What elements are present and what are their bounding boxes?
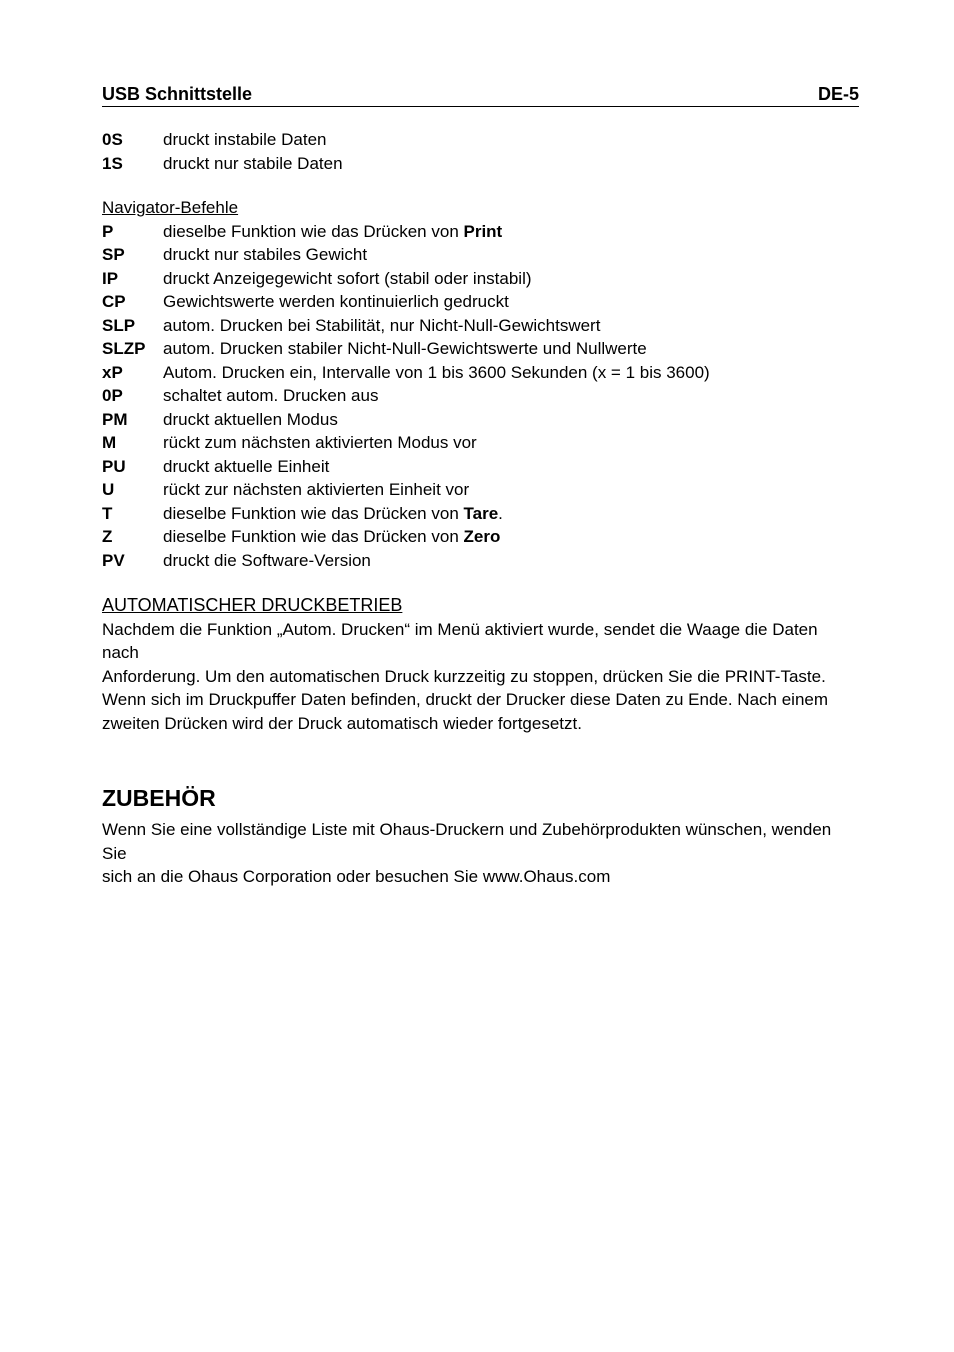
auto-print-line: Wenn sich im Druckpuffer Daten befinden, druckt der Drucker diese Daten zu Ende. Nach einem xyxy=(102,690,829,709)
command-row-p xyxy=(102,220,859,244)
command-code: SLZP xyxy=(102,339,146,358)
command-code: xP xyxy=(102,362,123,382)
command-row-xp xyxy=(102,361,859,385)
stability-command-list xyxy=(102,128,859,175)
navigator-command-list xyxy=(102,220,859,573)
accessories-heading: ZUBEHÖR xyxy=(102,785,216,811)
command-description xyxy=(163,455,859,479)
command-code: Z xyxy=(102,527,113,546)
command-row-slp xyxy=(102,314,859,338)
command-key-name: Tare xyxy=(463,503,499,523)
command-code: U xyxy=(102,480,115,499)
command-description-text: druckt die Software-Version xyxy=(163,550,371,570)
header-title: USB Schnittstelle xyxy=(102,84,253,104)
command-description xyxy=(163,243,859,267)
command-row-z xyxy=(102,525,859,549)
auto-print-line: zweiten Drücken wird der Druck automatisch wieder fortgesetzt. xyxy=(102,713,582,733)
page-header xyxy=(102,82,859,107)
command-description-text: druckt nur stabiles Gewicht xyxy=(163,245,368,264)
command-code: IP xyxy=(102,268,119,288)
accessories-line: Wenn Sie eine vollständige Liste mit Ohaus-Druckern und Zubehörprodukten wünschen, wenden Sie xyxy=(102,820,832,863)
command-row-pm xyxy=(102,408,859,432)
command-description xyxy=(163,314,859,338)
command-description xyxy=(163,384,859,408)
command-description xyxy=(163,267,859,291)
navigator-label: Navigator-Befehle xyxy=(102,198,239,217)
command-code: SLP xyxy=(102,315,136,335)
document-page xyxy=(102,82,859,889)
command-code: PU xyxy=(102,456,126,476)
command-description xyxy=(163,478,859,502)
command-row-sp xyxy=(102,243,859,267)
command-code: 1S xyxy=(102,153,123,173)
command-description-text: autom. Drucken bei Stabilität, nur Nicht-Null-Gewichtswert xyxy=(163,315,601,335)
auto-print-paragraph xyxy=(102,618,859,736)
command-description-text: autom. Drucken stabiler Nicht-Null-Gewichtswerte und Nullwerte xyxy=(163,339,647,358)
command-description xyxy=(163,549,859,573)
command-description-text: rückt zur nächsten aktivierten Einheit vor xyxy=(163,480,470,499)
command-code: CP xyxy=(102,292,126,311)
command-row-slzp xyxy=(102,337,859,361)
auto-print-line: Anforderung. Um den automatischen Druck kurzzeitig zu stoppen, drücken Sie die PRINT-Taste. xyxy=(102,666,826,686)
command-code: PV xyxy=(102,550,125,570)
command-description-text: dieselbe Funktion wie das Drücken von xyxy=(163,503,464,523)
command-description-tail: . xyxy=(498,503,503,523)
command-row-0p xyxy=(102,384,859,408)
command-description xyxy=(163,290,859,314)
command-description-text: rückt zum nächsten aktivierten Modus vor xyxy=(163,433,477,452)
command-description-text: Gewichtswerte werden kontinuierlich gedruckt xyxy=(163,292,509,311)
command-code: P xyxy=(102,221,114,241)
command-description: druckt instabile Daten xyxy=(163,130,327,149)
accessories-line: sich an die Ohaus Corporation oder besuchen Sie www.Ohaus.com xyxy=(102,867,611,886)
command-description xyxy=(163,525,859,549)
command-code: SP xyxy=(102,245,125,264)
auto-print-title: AUTOMATISCHER DRUCKBETRIEB xyxy=(102,595,403,615)
command-row-pv xyxy=(102,549,859,573)
command-row-pu xyxy=(102,455,859,479)
command-row-1s xyxy=(102,152,859,176)
command-row-m xyxy=(102,431,859,455)
command-row-ip xyxy=(102,267,859,291)
accessories-paragraph xyxy=(102,818,859,889)
command-description-text: dieselbe Funktion wie das Drücken von xyxy=(163,221,464,241)
command-description-text: Autom. Drucken ein, Intervalle von 1 bis 3600 Sekunden (x = 1 bis 3600) xyxy=(163,362,710,382)
command-description-text: schaltet autom. Drucken aus xyxy=(163,386,379,405)
command-description-text: druckt aktuellen Modus xyxy=(163,409,338,429)
auto-print-line: Nachdem die Funktion „Autom. Drucken“ im Menü aktiviert wurde, sendet die Waage die Daten nach xyxy=(102,619,818,662)
command-code: M xyxy=(102,433,117,452)
command-description-text: druckt aktuelle Einheit xyxy=(163,456,330,476)
command-description xyxy=(163,502,859,526)
command-code: 0S xyxy=(102,130,123,149)
command-description: druckt nur stabile Daten xyxy=(163,153,343,173)
command-code: PM xyxy=(102,409,128,429)
command-description xyxy=(163,408,859,432)
command-description-text: druckt Anzeigegewicht sofort (stabil oder instabil) xyxy=(163,268,532,288)
command-description xyxy=(163,431,859,455)
command-row-u xyxy=(102,478,859,502)
command-description xyxy=(163,361,859,385)
command-code: 0P xyxy=(102,386,123,405)
command-row-cp xyxy=(102,290,859,314)
command-key-name: Print xyxy=(463,221,503,241)
command-description xyxy=(163,220,859,244)
command-description xyxy=(163,337,859,361)
command-code: T xyxy=(102,503,113,523)
command-key-name: Zero xyxy=(463,527,501,546)
page-number: DE-5 xyxy=(817,84,859,104)
command-row-0s xyxy=(102,128,859,152)
command-row-t xyxy=(102,502,859,526)
command-description-text: dieselbe Funktion wie das Drücken von xyxy=(163,527,464,546)
